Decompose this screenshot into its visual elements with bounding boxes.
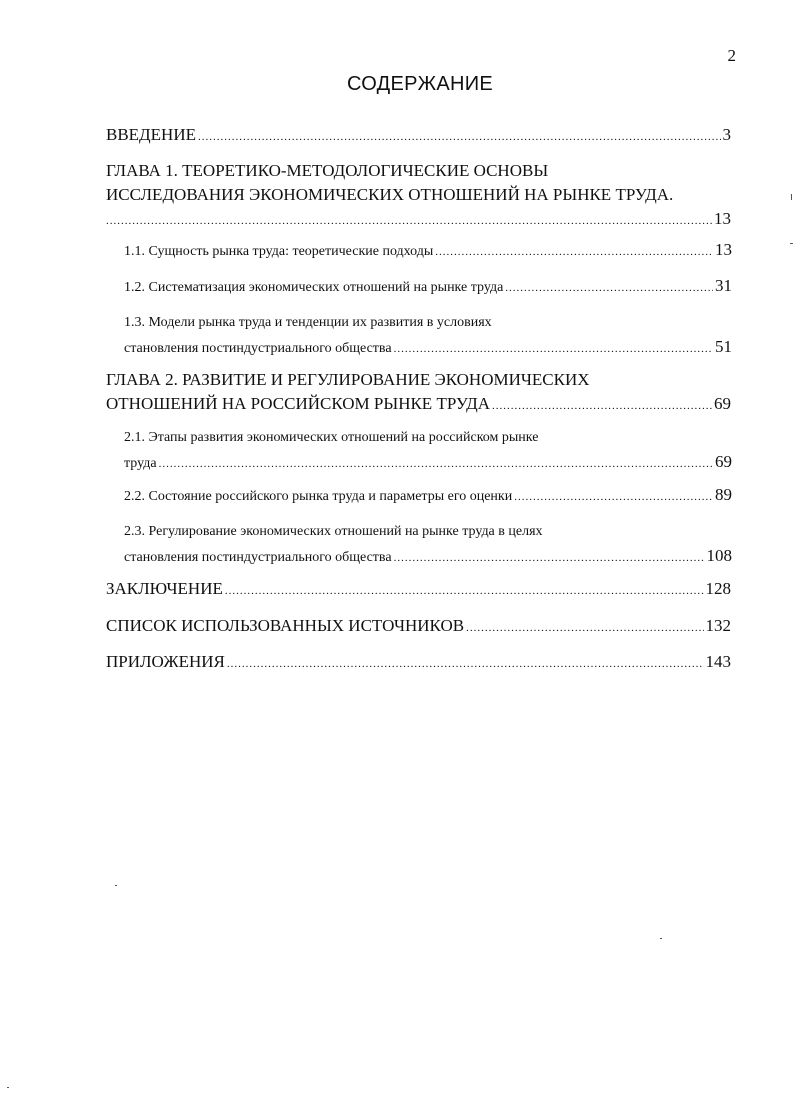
toc-entry-label: СПИСОК ИСПОЛЬЗОВАННЫХ ИСТОЧНИКОВ	[106, 616, 465, 635]
dot-leader	[106, 209, 712, 233]
toc-entry-page: 132	[705, 616, 731, 635]
toc-entry-intro[interactable]	[106, 123, 731, 149]
scan-speck	[115, 885, 117, 886]
toc-entry-page: 51	[715, 337, 732, 356]
toc-entry-page: 13	[714, 209, 731, 228]
toc-entry-page: 69	[715, 452, 732, 471]
toc-entry-page: 31	[715, 276, 732, 295]
dot-leader	[198, 125, 721, 149]
toc-entry-appendices[interactable]	[106, 650, 731, 676]
toc-entry-label: 1.2. Систематизация экономических отношений на рынке труда	[124, 280, 504, 295]
page-title: СОДЕРЖАНИЕ	[346, 73, 494, 95]
toc-entry-section-2-2[interactable]	[124, 483, 732, 509]
toc-entry-label: ПРИЛОЖЕНИЯ	[106, 652, 225, 671]
toc-entry-label-line-1: ГЛАВА 2. РАЗВИТИЕ И РЕГУЛИРОВАНИЕ ЭКОНОМИЧЕСКИХ	[106, 370, 590, 389]
toc-entry-page: 13	[715, 240, 732, 259]
toc-entry-label-line-1: 2.3. Регулирование экономических отношений на рынке труда в целях	[124, 524, 543, 539]
toc-entry-label-line-2: труда	[124, 456, 157, 471]
toc-entry-label-line-2: становления постиндустриального общества	[124, 550, 392, 565]
toc-entry-chapter-1[interactable]	[106, 159, 731, 233]
dot-leader	[394, 546, 705, 570]
toc-entry-label-line-1: 2.1. Этапы развития экономических отношений на российском рынке	[124, 430, 539, 445]
dot-leader	[225, 579, 704, 603]
toc-entry-label-line-1: 1.3. Модели рынка труда и тенденции их развития в условиях	[124, 315, 492, 330]
toc-entry-conclusion[interactable]	[106, 577, 731, 603]
dot-leader	[227, 652, 704, 676]
scan-speck	[660, 938, 662, 939]
toc-entry-label-line-2: становления постиндустриального общества	[124, 341, 392, 356]
dot-leader	[492, 394, 712, 418]
dot-leader	[394, 337, 713, 361]
dot-leader	[466, 616, 703, 640]
toc-entry-label: 2.2. Состояние российского рынка труда и параметры его оценки	[124, 489, 513, 504]
toc-entry-label: ВВЕДЕНИЕ	[106, 125, 196, 144]
dot-leader	[435, 240, 713, 264]
toc-entry-page: 89	[715, 485, 732, 504]
toc-entry-label-line-2: ОТНОШЕНИЙ НА РОССИЙСКОМ РЫНКЕ ТРУДА	[106, 394, 491, 413]
toc-entry-section-2-3[interactable]	[124, 520, 732, 570]
dot-leader	[514, 485, 713, 509]
toc-entry-page: 108	[706, 546, 732, 565]
toc-entry-page: 143	[705, 652, 731, 671]
toc-entry-chapter-2[interactable]	[106, 368, 731, 418]
dot-leader	[159, 452, 713, 476]
toc-entry-sources[interactable]	[106, 614, 731, 640]
scan-speck	[791, 194, 792, 200]
toc-entry-section-2-1[interactable]	[124, 426, 732, 476]
toc-entry-section-1-2[interactable]	[124, 274, 732, 300]
toc-entry-label-line-2: ИССЛЕДОВАНИЯ ЭКОНОМИЧЕСКИХ ОТНОШЕНИЙ НА РЫНКЕ ТРУДА.	[106, 185, 674, 204]
scan-speck	[790, 243, 793, 244]
page-number: 2	[727, 46, 736, 65]
toc-entry-label-line-1: ГЛАВА 1. ТЕОРЕТИКО-МЕТОДОЛОГИЧЕСКИЕ ОСНОВЫ	[106, 161, 549, 180]
toc-entry-page: 128	[705, 579, 731, 598]
scan-speck	[7, 1087, 9, 1088]
toc-entry-label: 1.1. Сущность рынка труда: теоретические подходы	[124, 244, 434, 259]
toc-entry-section-1-3[interactable]	[124, 311, 732, 361]
toc-entry-label: ЗАКЛЮЧЕНИЕ	[106, 579, 223, 598]
dot-leader	[505, 276, 713, 300]
toc-entry-section-1-1[interactable]	[124, 238, 732, 264]
toc-entry-page: 3	[722, 125, 731, 144]
toc-entry-page: 69	[714, 394, 731, 413]
